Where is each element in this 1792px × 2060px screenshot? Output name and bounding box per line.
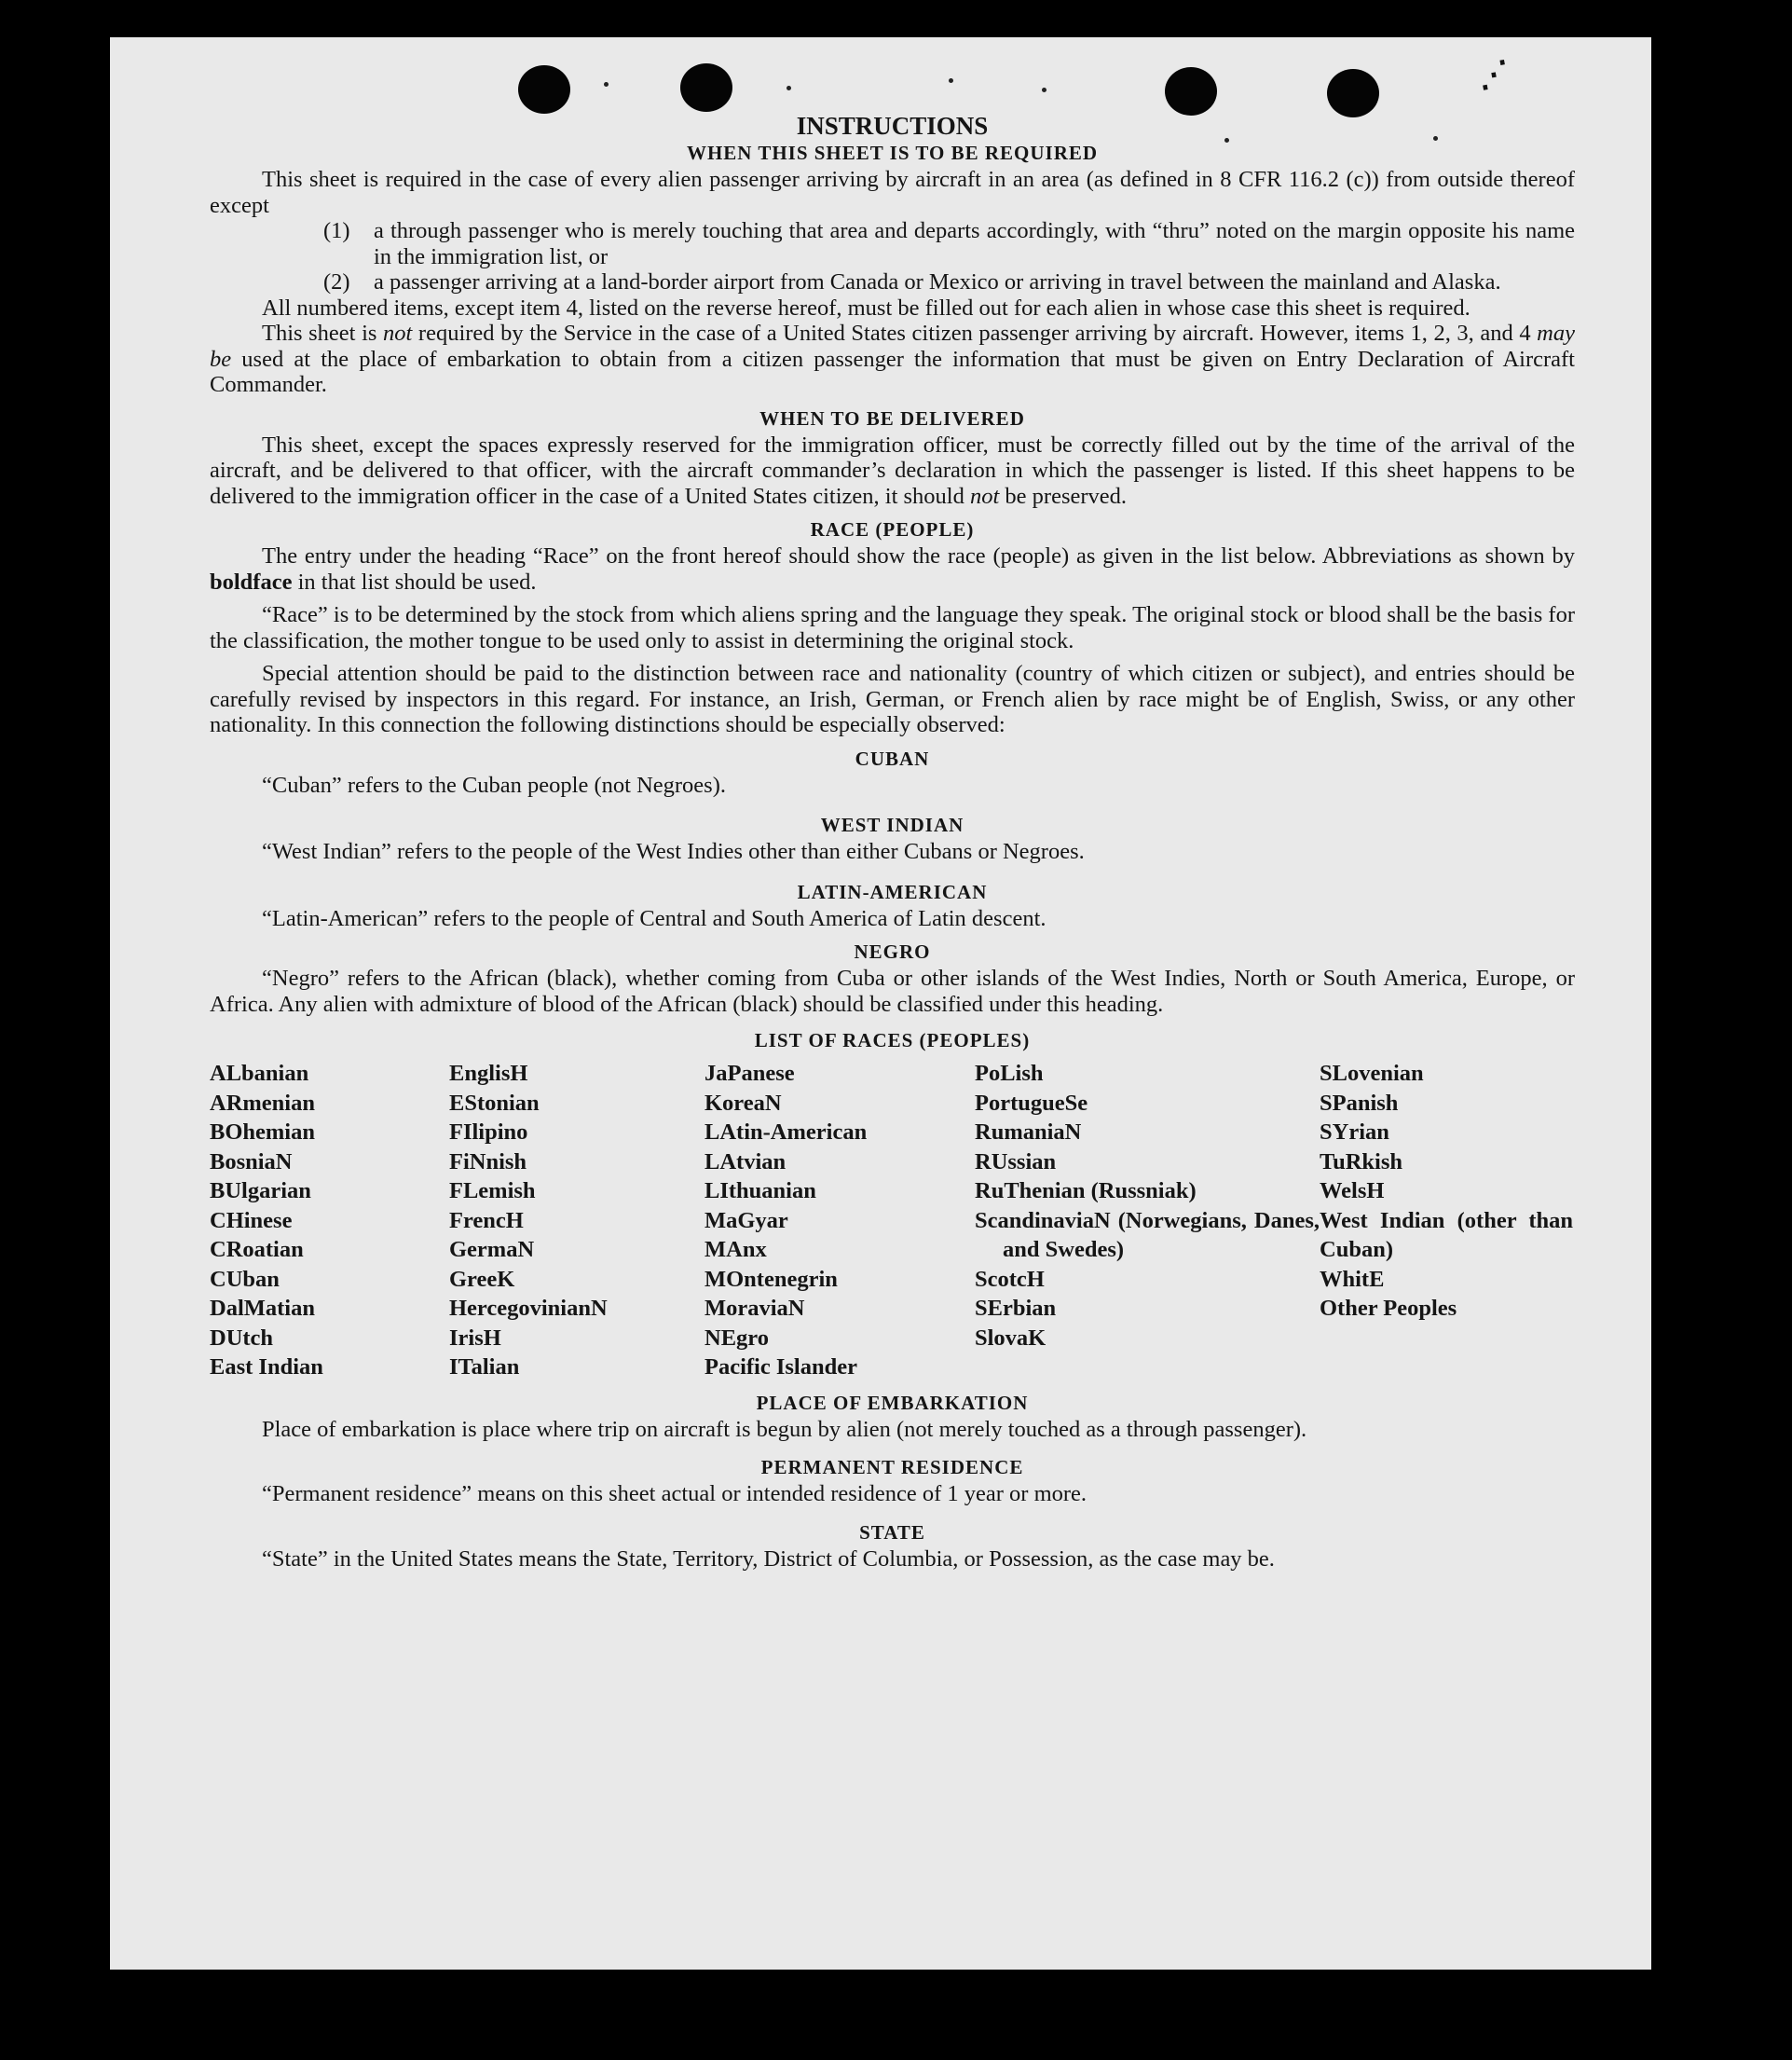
race-list bbox=[210, 1059, 1575, 1382]
heading-place-of-embarkation: PLACE OF EMBARKATION bbox=[756, 1391, 1029, 1414]
race-item: CUban bbox=[210, 1266, 280, 1292]
race-item: RuThenian (Russniak) bbox=[975, 1178, 1197, 1203]
speck bbox=[1042, 88, 1046, 92]
document-sheet bbox=[110, 37, 1651, 1970]
race-item: West Indian (other than Cuban) bbox=[1320, 1207, 1573, 1262]
race-item: East Indian bbox=[210, 1354, 323, 1380]
race-item: SPanish bbox=[1320, 1090, 1399, 1116]
race-item: BosniaN bbox=[210, 1148, 293, 1174]
paragraph-cuban: “Cuban” refers to the Cuban people (not Negroes). bbox=[262, 772, 726, 798]
race-item: IrisH bbox=[449, 1325, 501, 1351]
race-item: SlovaK bbox=[975, 1325, 1046, 1351]
race-item: TuRkish bbox=[1320, 1148, 1403, 1174]
heading-when-delivered: WHEN TO BE DELIVERED bbox=[759, 406, 1025, 430]
race-column bbox=[975, 1059, 1320, 1382]
race-item: WhitE bbox=[1320, 1266, 1385, 1292]
paragraph-race-stock: “Race” is to be determined by the stock from which aliens spring and the language they speak. The original stock or blood shall be the basis for the classification, the mother tongue to be used only to assist in determining the original stock. bbox=[210, 602, 1575, 653]
race-item: SYrian bbox=[1320, 1119, 1389, 1145]
race-item: ITalian bbox=[449, 1354, 520, 1380]
race-item: DUtch bbox=[210, 1325, 274, 1351]
race-item: GermaN bbox=[449, 1237, 535, 1262]
race-item: MAnx bbox=[704, 1237, 767, 1262]
race-item: GreeK bbox=[449, 1266, 515, 1292]
paragraph-west-indian: “West Indian” refers to the people of the West Indies other than either Cubans or Negroes. bbox=[262, 839, 1085, 864]
paragraph-required: This sheet is required in the case of every alien passenger arriving by aircraft in an area (as defined in 8 CFR 116.2 (c)) from outside thereof except bbox=[210, 167, 1575, 218]
race-item: RUssian bbox=[975, 1148, 1057, 1174]
instructions-content bbox=[210, 111, 1575, 1572]
race-item: FLemish bbox=[449, 1178, 536, 1203]
race-item: BOhemian bbox=[210, 1119, 315, 1145]
race-column bbox=[449, 1059, 704, 1382]
heading-state: STATE bbox=[859, 1520, 925, 1544]
race-item: RumaniaN bbox=[975, 1119, 1082, 1145]
race-item: DalMatian bbox=[210, 1296, 315, 1321]
race-column bbox=[1320, 1059, 1573, 1382]
race-item: FIlipino bbox=[449, 1119, 528, 1145]
paragraph-negro: “Negro” refers to the African (black), whether coming from Cuba or other islands of the West Indies, North or South America, Europe, or Africa. Any alien with admixture of blood of the African (black) should be classified under this heading. bbox=[210, 966, 1575, 1017]
paragraph-citizen: This sheet is not required by the Service in the case of a United States citizen passenger arriving by aircraft. However, items 1, 2, 3, and 4 may be used at the place of embarkation to obtain from a citizen passenger the information that must be given on Entry Declaration of Aircraft Commander. bbox=[210, 321, 1575, 397]
punch-hole bbox=[680, 63, 732, 112]
paragraph-permanent-residence: “Permanent residence” means on this sheet actual or intended residence of 1 year or more. bbox=[262, 1481, 1088, 1506]
race-item: JaPanese bbox=[704, 1061, 795, 1086]
paragraph-state: “State” in the United States means the State, Territory, District of Columbia, or Possession, as the case may be. bbox=[262, 1545, 1275, 1572]
race-item: MoraviaN bbox=[704, 1296, 805, 1321]
exception-item: (1) a through passenger who is merely touching that area and departs accordingly, with “thru” noted on the margin opposite his name in the immigration list, or bbox=[323, 218, 1575, 269]
paragraph-numbered-items: All numbered items, except item 4, listed on the reverse hereof, must be filled out for each alien in whose case this sheet is required. bbox=[262, 295, 1471, 321]
race-item: EStonian bbox=[449, 1090, 540, 1116]
heading-race: RACE (PEOPLE) bbox=[810, 518, 975, 541]
race-column bbox=[704, 1059, 975, 1382]
race-item: FrencH bbox=[449, 1207, 524, 1233]
heading-permanent-residence: PERMANENT RESIDENCE bbox=[760, 1456, 1024, 1478]
race-item: EnglisH bbox=[449, 1061, 528, 1086]
paragraph-embarkation: Place of embarkation is place where trip on aircraft is begun by alien (not merely touched as a through passenger). bbox=[262, 1416, 1307, 1442]
corner-mark: ⋰ bbox=[1475, 55, 1513, 95]
race-item: PoLish bbox=[975, 1061, 1044, 1086]
paragraph-latin-american: “Latin-American” refers to the people of Central and South America of Latin descent. bbox=[262, 905, 1046, 931]
race-item: KoreaN bbox=[704, 1090, 782, 1116]
race-item: CRoatian bbox=[210, 1237, 304, 1262]
race-item: ScandinaviaN (Norwegians, Danes, and Swedes) bbox=[975, 1207, 1320, 1262]
race-item: Pacific Islander bbox=[704, 1354, 857, 1380]
race-item: HercegovinianN bbox=[449, 1296, 608, 1321]
paragraph-delivered: This sheet, except the spaces expressly reserved for the immigration officer, must be correctly filled out by the time of the arrival of the aircraft, and be delivered to that officer, with the aircraft commander’s declaration in which the passenger is listed. If this sheet happens to be delivered to the immigration officer in the case of a United States citizen, it should not be preserved. bbox=[210, 432, 1575, 509]
heading-when-required: WHEN THIS SHEET IS TO BE REQUIRED bbox=[686, 142, 1099, 164]
race-item: PortugueSe bbox=[975, 1090, 1088, 1116]
heading-west-indian: WEST INDIAN bbox=[820, 814, 964, 836]
race-column bbox=[210, 1059, 449, 1382]
heading-latin-american: LATIN-AMERICAN bbox=[797, 880, 988, 903]
race-item: MaGyar bbox=[704, 1207, 788, 1233]
race-item: SLovenian bbox=[1320, 1061, 1424, 1086]
race-item: CHinese bbox=[210, 1207, 293, 1233]
heading-cuban: CUBAN bbox=[855, 747, 930, 770]
race-item: NEgro bbox=[704, 1325, 769, 1351]
heading-list-of-races: LIST OF RACES (PEOPLES) bbox=[754, 1029, 1031, 1051]
page-title: INSTRUCTIONS bbox=[796, 112, 989, 140]
heading-negro: NEGRO bbox=[854, 941, 931, 963]
punch-hole bbox=[1165, 67, 1217, 116]
race-item: ARmenian bbox=[210, 1090, 315, 1116]
speck bbox=[949, 78, 953, 83]
race-item: BUlgarian bbox=[210, 1178, 311, 1203]
paragraph-race-nationality: Special attention should be paid to the distinction between race and nationality (country of which citizen or subject), and entries should be carefully revised by inspectors in this regard. For instance, an Irish, German, or French alien by race might be of English, Swiss, or any other nationality. In this connection the following distinctions should be especially observed: bbox=[210, 661, 1575, 737]
punch-hole bbox=[518, 65, 570, 114]
race-item: LIthuanian bbox=[704, 1178, 816, 1203]
race-item: SErbian bbox=[975, 1296, 1057, 1321]
speck bbox=[604, 82, 609, 87]
race-item: ALbanian bbox=[210, 1061, 309, 1086]
race-item: WelsH bbox=[1320, 1178, 1385, 1203]
race-item: Other Peoples bbox=[1320, 1296, 1457, 1321]
race-item: LAtin-American bbox=[704, 1119, 868, 1145]
exception-item: (2) a passenger arriving at a land-border airport from Canada or Mexico or arriving in travel between the mainland and Alaska. bbox=[323, 269, 1501, 295]
race-item: LAtvian bbox=[704, 1148, 787, 1174]
race-item: FiNnish bbox=[449, 1148, 527, 1174]
paragraph-race-entry: The entry under the heading “Race” on the front hereof should show the race (people) as given in the list below. Abbreviations as shown by boldface in that list should be used. bbox=[210, 543, 1575, 595]
race-item: MOntenegrin bbox=[704, 1266, 838, 1292]
race-item: ScotcH bbox=[975, 1266, 1045, 1292]
speck bbox=[787, 86, 791, 90]
